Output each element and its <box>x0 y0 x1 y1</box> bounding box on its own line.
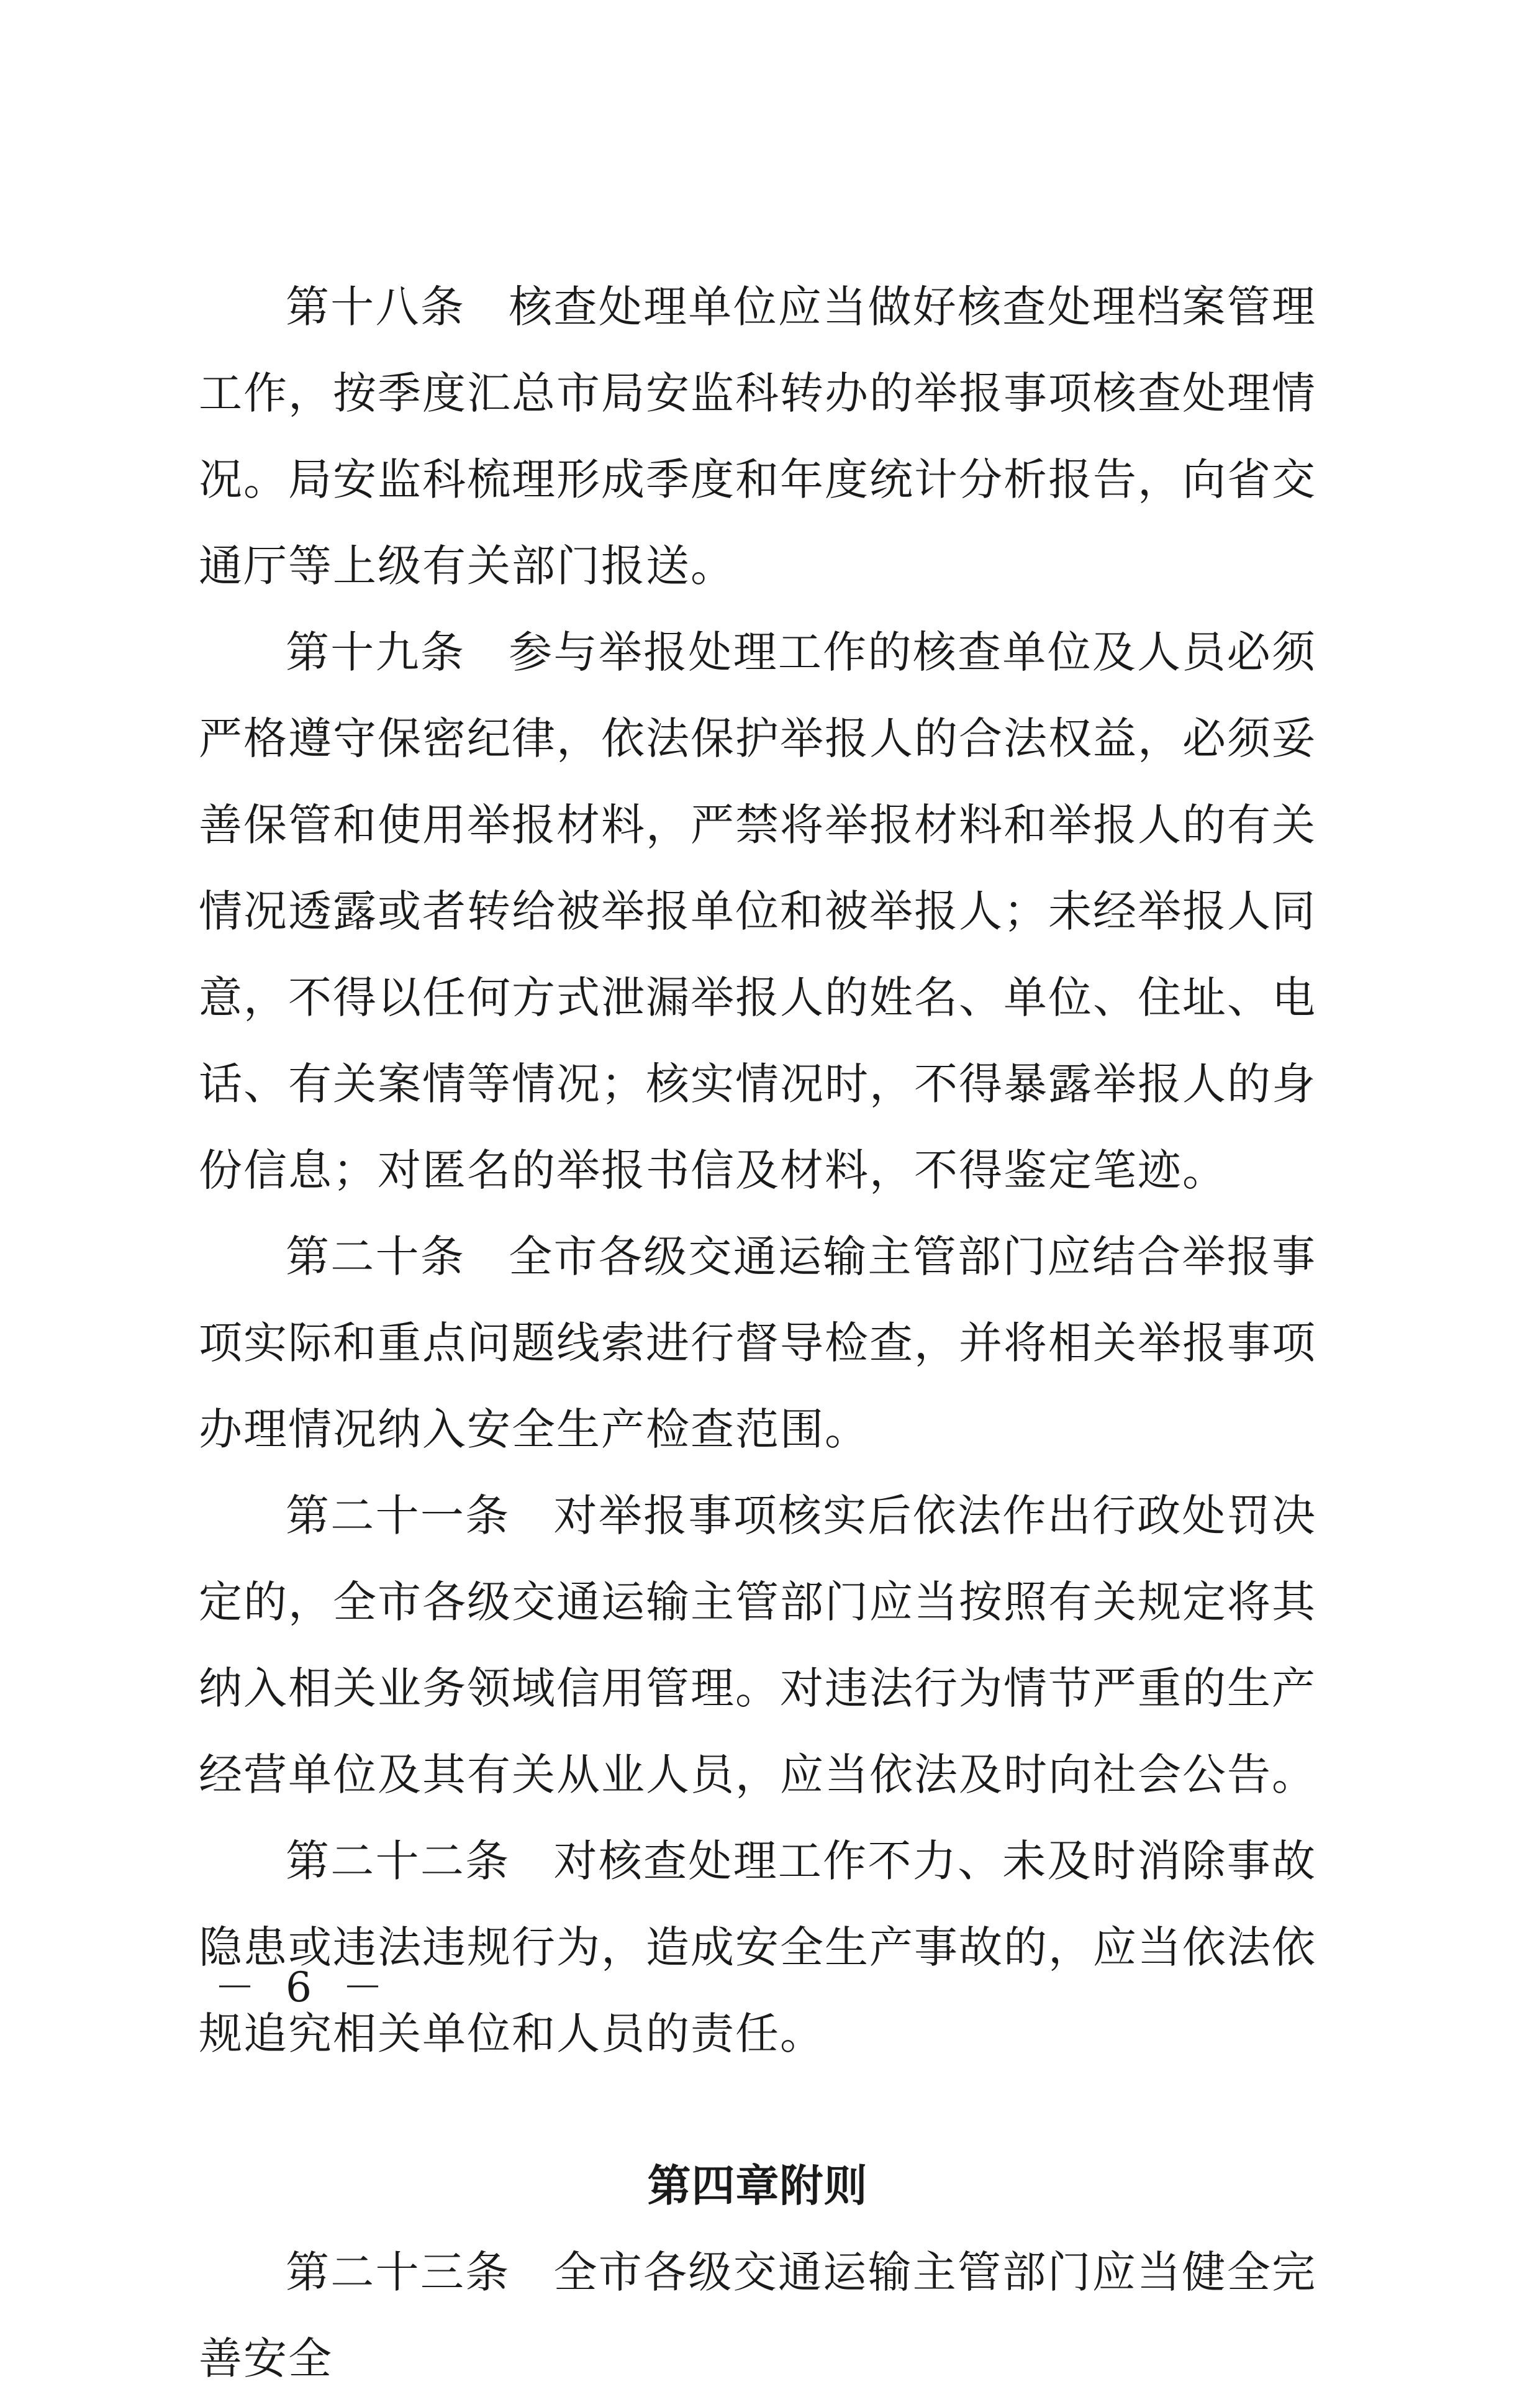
article-number: 第十九条 <box>286 627 466 678</box>
article-number: 第二十一条 <box>286 1490 510 1541</box>
article-number: 第二十条 <box>286 1231 466 1282</box>
article-text: 对核查处理工作不力、未及时消除事故隐患或违法违规行为，造成安全生产事故的，应当依法依规追究相关单位和人员的责任。 <box>199 1836 1317 2059</box>
article-text: 全市各级交通运输主管部门应当健全完善安全 <box>199 2247 1317 2384</box>
article-number: 第二十三条 <box>286 2247 510 2298</box>
article-number: 第十八条 <box>286 281 466 332</box>
chapter-title: 第四章附则 <box>647 2160 868 2211</box>
article-text: 参与举报处理工作的核查单位及人员必须严格遵守保密纪律，依法保护举报人的合法权益，必须妥善保管和使用举报材料，严禁将举报材料和举报人的有关情况透露或者转给被举报单位和被举报人；未经举报人同意，不得以任何方式泄漏举报人的姓名、单位、住址、电话、有关案情等情况；核实情况时，不得暴露举报人的身份信息；对匿名的举报书信及材料，不得鉴定笔迹。 <box>199 627 1317 1196</box>
article-23-paragraph <box>199 2229 1316 2402</box>
article-number: 第二十二条 <box>286 1836 510 1886</box>
body-text <box>199 264 1316 2402</box>
page-number: － 6 － <box>214 1963 392 2011</box>
article-20-paragraph <box>199 1214 1316 1473</box>
article-18-paragraph <box>199 264 1316 609</box>
article-text: 全市各级交通运输主管部门应结合举报事项实际和重点问题线索进行督导检查，并将相关举报事项办理情况纳入安全生产检查范围。 <box>199 1231 1317 1455</box>
article-19-paragraph <box>199 609 1316 1214</box>
article-text: 对举报事项核实后依法作出行政处罚决定的，全市各级交通运输主管部门应当按照有关规定将其纳入相关业务领域信用管理。对违法行为情节严重的生产经营单位及其有关从业人员，应当依法及时向社会公告。 <box>199 1490 1317 1800</box>
article-22-paragraph <box>199 1818 1316 2077</box>
article-text: 核查处理单位应当做好核查处理档案管理工作，按季度汇总市局安监科转办的举报事项核查处理情况。局安监科梳理形成季度和年度统计分析报告，向省交通厅等上级有关部门报送。 <box>199 281 1317 591</box>
article-21-paragraph <box>199 1473 1316 1818</box>
